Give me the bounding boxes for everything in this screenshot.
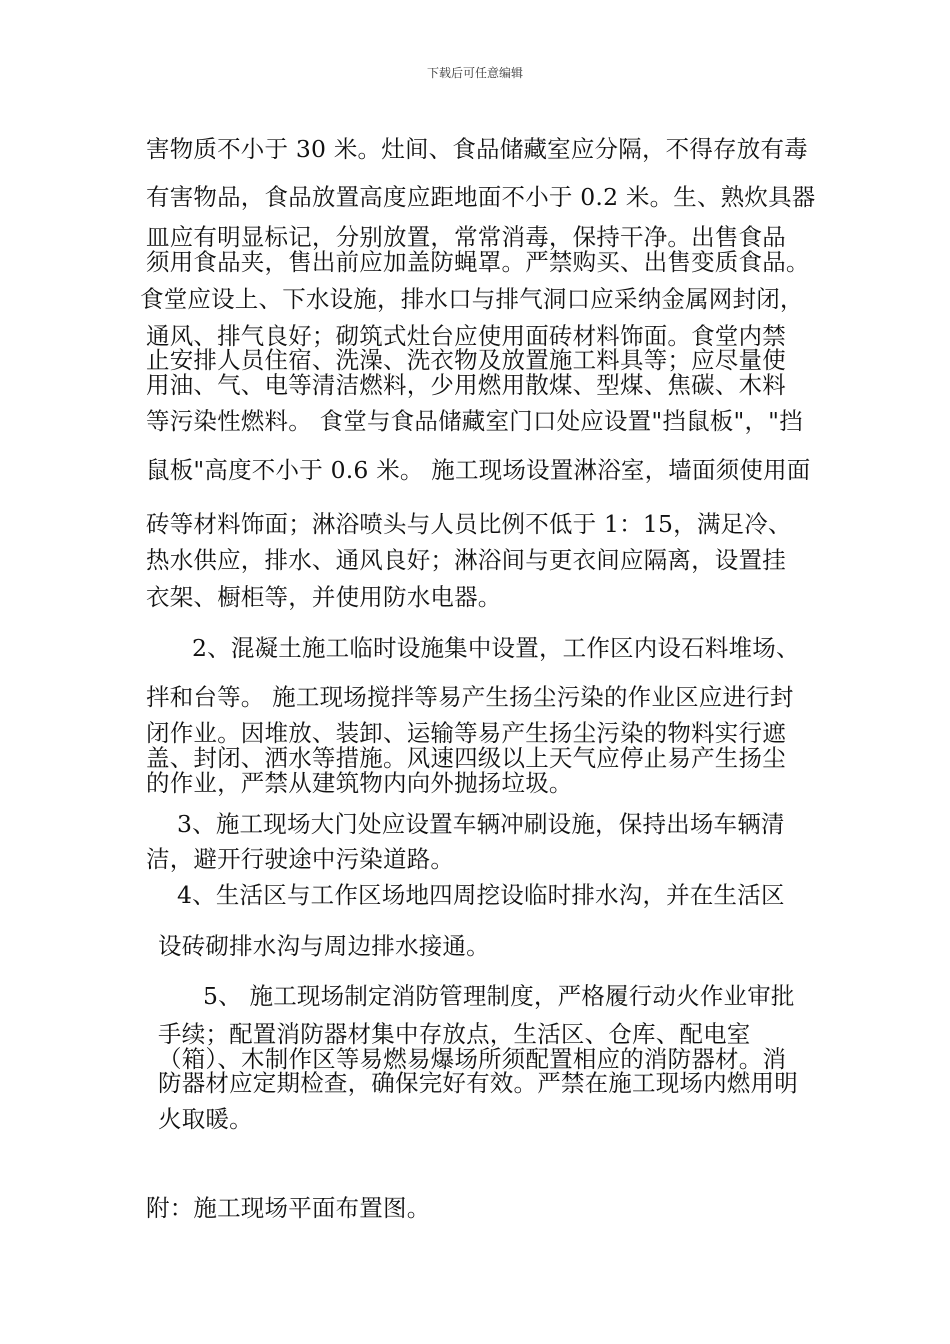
text-line: 害物质不小于 30 米。灶间、食品储藏室应分隔，不得存放有毒 <box>146 135 808 163</box>
text-line: 皿应有明显标记，分别放置，常常消毒，保持干净。出售食品 <box>146 223 786 251</box>
text-line: 有害物品，食品放置高度应距地面不小于 0.2 米。生、熟炊具器 <box>146 183 816 211</box>
text-line: 盖、封闭、洒水等措施。风速四级以上天气应停止易产生扬尘 <box>146 744 786 772</box>
text-line: 砖等材料饰面；淋浴喷头与人员比例不低于 1：15，满足冷、 <box>146 510 792 538</box>
text-line: （箱）、木制作区等易燃易爆场所须配置相应的消防器材。消 <box>158 1045 787 1073</box>
text-line: 4、生活区与工作区场地四周挖设临时排水沟，并在生活区 <box>177 881 785 909</box>
text-line: 用油、气、电等清洁燃料，少用燃用散煤、型煤、焦碳、木料 <box>146 371 786 399</box>
text-line: 5、 施工现场制定消防管理制度，严格履行动火作业审批 <box>203 982 795 1010</box>
text-line: 须用食品夹，售出前应加盖防蝇罩。严禁购买、出售变质食品。 <box>146 248 810 276</box>
text-line: 的作业，严禁从建筑物内向外抛扬垃圾。 <box>146 769 573 797</box>
text-line: 拌和台等。 施工现场搅拌等易产生扬尘污染的作业区应进行封 <box>146 683 794 711</box>
text-line: 闭作业。因堆放、装卸、运输等易产生扬尘污染的物料实行遮 <box>146 719 786 747</box>
text-line: 设砖砌排水沟与周边排水接通。 <box>158 932 490 960</box>
text-line: 手续；配置消防器材集中存放点，生活区、仓库、配电室 <box>158 1020 751 1048</box>
text-line: 附：施工现场平面布置图。 <box>146 1194 431 1222</box>
text-line: 衣架、橱柜等，并使用防水电器。 <box>146 583 502 611</box>
text-line: 等污染性燃料。 食堂与食品储藏室门口处应设置"挡鼠板"，"挡 <box>146 407 803 435</box>
text-line: 通风、排气良好；砌筑式灶台应使用面砖材料饰面。食堂内禁 <box>146 322 786 350</box>
text-line: 止安排人员住宿、洗澡、洗衣物及放置施工料具等；应尽量使 <box>146 346 786 374</box>
text-line: 热水供应，排水、通风良好；淋浴间与更衣间应隔离，设置挂 <box>146 546 786 574</box>
text-line: 火取暖。 <box>158 1105 253 1133</box>
text-line: 食堂应设上、下水设施，排水口与排气洞口应采纳金属网封闭， <box>140 285 804 313</box>
text-line: 洁，避开行驶途中污染道路。 <box>146 845 455 873</box>
text-line: 2、混凝土施工临时设施集中设置，工作区内设石料堆场、 <box>192 634 800 662</box>
text-line: 3、施工现场大门处应设置车辆冲刷设施，保持出场车辆清 <box>177 810 785 838</box>
page-header: 下载后可任意编辑 <box>426 66 523 80</box>
text-line: 鼠板"高度不小于 0.6 米。 施工现场设置淋浴室，墙面须使用面 <box>146 456 811 484</box>
text-line: 防器材应定期检查，确保完好有效。严禁在施工现场内燃用明 <box>158 1069 798 1097</box>
